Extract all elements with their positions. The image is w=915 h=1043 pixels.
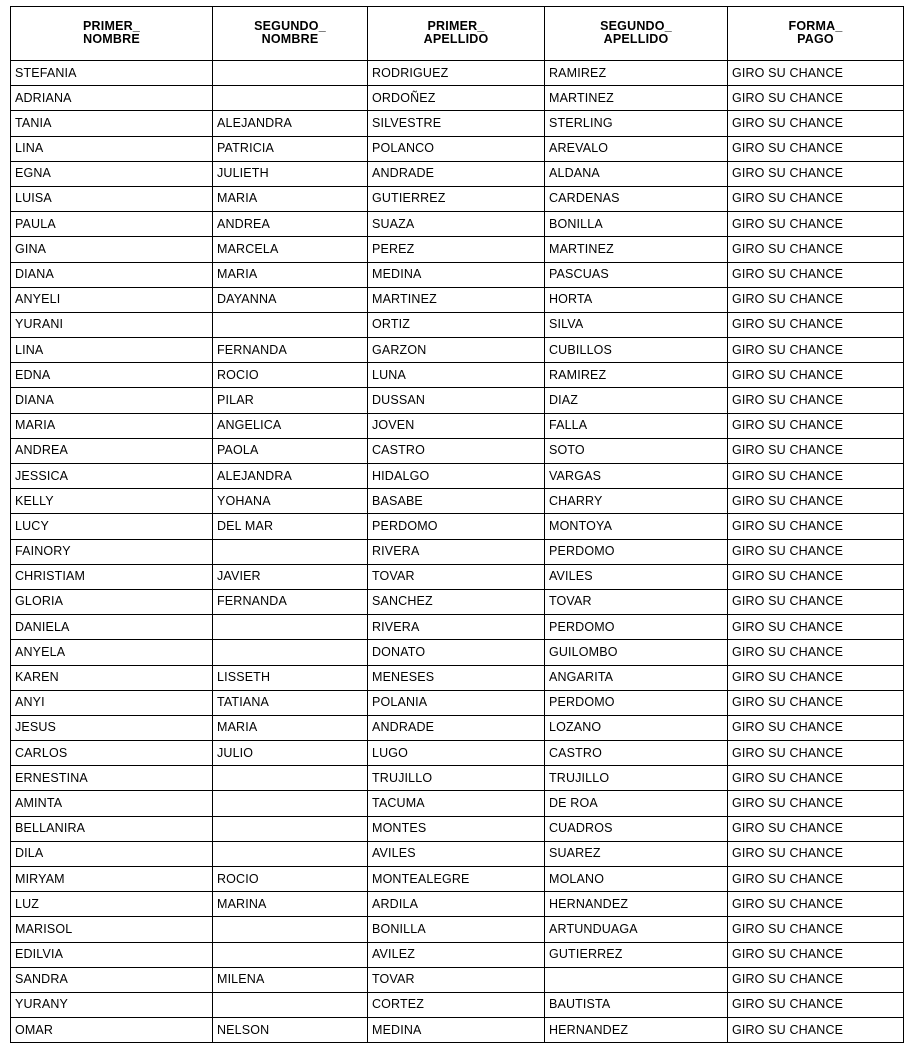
- table-cell: CHARRY: [545, 489, 728, 514]
- table-row: [11, 86, 904, 111]
- table-cell: ADRIANA: [11, 86, 213, 111]
- table-cell: [213, 640, 368, 665]
- table-cell: BONILLA: [368, 917, 545, 942]
- table-row: [11, 287, 904, 312]
- table-cell: LUNA: [368, 363, 545, 388]
- table-header: [11, 7, 904, 61]
- table-row: [11, 917, 904, 942]
- table-cell: ANDRADE: [368, 715, 545, 740]
- table-cell: CARLOS: [11, 741, 213, 766]
- table-cell: TACUMA: [368, 791, 545, 816]
- table-row: [11, 61, 904, 86]
- column-header-line2: PAGO: [797, 32, 834, 46]
- table-cell: LUZ: [11, 892, 213, 917]
- column-header-4: [728, 7, 904, 61]
- table-row: [11, 640, 904, 665]
- table-cell: SILVA: [545, 312, 728, 337]
- table-cell: GIRO SU CHANCE: [728, 287, 904, 312]
- table-row: [11, 715, 904, 740]
- column-header-line1: PRIMER_: [83, 18, 140, 33]
- table-cell: DEL MAR: [213, 514, 368, 539]
- table-cell: LINA: [11, 338, 213, 363]
- table-cell: MARTINEZ: [545, 86, 728, 111]
- table-cell: FERNANDA: [213, 589, 368, 614]
- table-cell: AVILES: [368, 841, 545, 866]
- table-cell: BONILLA: [545, 212, 728, 237]
- table-cell: GIRO SU CHANCE: [728, 539, 904, 564]
- table-cell: JESUS: [11, 715, 213, 740]
- table-cell: MONTES: [368, 816, 545, 841]
- table-row: [11, 589, 904, 614]
- table-cell: ARDILA: [368, 892, 545, 917]
- table-cell: DIANA: [11, 388, 213, 413]
- table-cell: DANIELA: [11, 615, 213, 640]
- table-cell: TRUJILLO: [368, 766, 545, 791]
- table-cell: LISSETH: [213, 665, 368, 690]
- table-cell: BASABE: [368, 489, 545, 514]
- table-cell: MONTEALEGRE: [368, 867, 545, 892]
- table-cell: GIRO SU CHANCE: [728, 438, 904, 463]
- table-cell: LUCY: [11, 514, 213, 539]
- column-header-line1: FORMA_: [788, 18, 843, 33]
- table-cell: FALLA: [545, 413, 728, 438]
- table-row: [11, 413, 904, 438]
- table-cell: TRUJILLO: [545, 766, 728, 791]
- table-cell: PASCUAS: [545, 262, 728, 287]
- table-row: [11, 136, 904, 161]
- table-cell: CUADROS: [545, 816, 728, 841]
- table-cell: [213, 86, 368, 111]
- table-cell: FAINORY: [11, 539, 213, 564]
- table-cell: SANCHEZ: [368, 589, 545, 614]
- table-cell: HERNANDEZ: [545, 1018, 728, 1043]
- table-cell: TOVAR: [368, 564, 545, 589]
- table-cell: ALDANA: [545, 161, 728, 186]
- table-cell: GIRO SU CHANCE: [728, 967, 904, 992]
- table-cell: ALEJANDRA: [213, 464, 368, 489]
- table-row: [11, 867, 904, 892]
- table-cell: DILA: [11, 841, 213, 866]
- column-header-2: [368, 7, 545, 61]
- table-cell: GIRO SU CHANCE: [728, 665, 904, 690]
- table-cell: MARIA: [213, 186, 368, 211]
- table-cell: [213, 791, 368, 816]
- table-cell: LOZANO: [545, 715, 728, 740]
- table-cell: MEDINA: [368, 262, 545, 287]
- table-cell: MARCELA: [213, 237, 368, 262]
- table-row: [11, 363, 904, 388]
- table-cell: ANDREA: [11, 438, 213, 463]
- table-row: [11, 741, 904, 766]
- table-cell: [213, 61, 368, 86]
- table-cell: GIRO SU CHANCE: [728, 413, 904, 438]
- table-cell: GUILOMBO: [545, 640, 728, 665]
- beneficiaries-table: [10, 6, 904, 1043]
- table-row: [11, 892, 904, 917]
- table-cell: CORTEZ: [368, 992, 545, 1017]
- table-cell: MIRYAM: [11, 867, 213, 892]
- table-cell: GIRO SU CHANCE: [728, 161, 904, 186]
- table-cell: GIRO SU CHANCE: [728, 741, 904, 766]
- table-cell: ALEJANDRA: [213, 111, 368, 136]
- table-row: [11, 212, 904, 237]
- table-cell: VARGAS: [545, 464, 728, 489]
- table-row: [11, 816, 904, 841]
- table-cell: MOLANO: [545, 867, 728, 892]
- table-cell: TANIA: [11, 111, 213, 136]
- table-cell: EDILVIA: [11, 942, 213, 967]
- table-cell: YURANI: [11, 312, 213, 337]
- table-cell: MEDINA: [368, 1018, 545, 1043]
- table-row: [11, 942, 904, 967]
- table-cell: ANYELA: [11, 640, 213, 665]
- table-cell: MARTINEZ: [368, 287, 545, 312]
- table-cell: POLANCO: [368, 136, 545, 161]
- table-cell: TOVAR: [368, 967, 545, 992]
- table-cell: MARIA: [11, 413, 213, 438]
- table-cell: [545, 967, 728, 992]
- table-cell: SANDRA: [11, 967, 213, 992]
- table-cell: GIRO SU CHANCE: [728, 464, 904, 489]
- table-cell: JULIETH: [213, 161, 368, 186]
- table-cell: AVILES: [545, 564, 728, 589]
- table-cell: [213, 816, 368, 841]
- table-row: [11, 665, 904, 690]
- table-cell: PATRICIA: [213, 136, 368, 161]
- table-cell: YOHANA: [213, 489, 368, 514]
- table-row: [11, 1018, 904, 1043]
- column-header-3: [545, 7, 728, 61]
- table-cell: JOVEN: [368, 413, 545, 438]
- table-cell: YURANY: [11, 992, 213, 1017]
- table-cell: JULIO: [213, 741, 368, 766]
- table-cell: GIRO SU CHANCE: [728, 1018, 904, 1043]
- table-cell: ANGELICA: [213, 413, 368, 438]
- table-cell: ANGARITA: [545, 665, 728, 690]
- table-cell: [213, 766, 368, 791]
- table-cell: PAOLA: [213, 438, 368, 463]
- table-cell: POLANIA: [368, 690, 545, 715]
- table-cell: PEREZ: [368, 237, 545, 262]
- table-cell: GIRO SU CHANCE: [728, 942, 904, 967]
- table-cell: RAMIREZ: [545, 363, 728, 388]
- table-row: [11, 186, 904, 211]
- table-cell: OMAR: [11, 1018, 213, 1043]
- table-cell: PERDOMO: [545, 539, 728, 564]
- table-cell: GIRO SU CHANCE: [728, 262, 904, 287]
- table-cell: GIRO SU CHANCE: [728, 338, 904, 363]
- table-cell: MENESES: [368, 665, 545, 690]
- table-cell: RIVERA: [368, 615, 545, 640]
- table-cell: SILVESTRE: [368, 111, 545, 136]
- table-cell: EDNA: [11, 363, 213, 388]
- table-cell: LUGO: [368, 741, 545, 766]
- table-cell: TATIANA: [213, 690, 368, 715]
- table-row: [11, 539, 904, 564]
- table-cell: [213, 992, 368, 1017]
- table-cell: HERNANDEZ: [545, 892, 728, 917]
- table-cell: GIRO SU CHANCE: [728, 766, 904, 791]
- table-cell: GINA: [11, 237, 213, 262]
- table-cell: TOVAR: [545, 589, 728, 614]
- column-header-line2: NOMBRE: [83, 32, 140, 46]
- table-cell: GIRO SU CHANCE: [728, 690, 904, 715]
- table-row: [11, 615, 904, 640]
- table-cell: KAREN: [11, 665, 213, 690]
- table-row: [11, 161, 904, 186]
- table-cell: ARTUNDUAGA: [545, 917, 728, 942]
- table-row: [11, 841, 904, 866]
- table-cell: ORTIZ: [368, 312, 545, 337]
- table-cell: MARTINEZ: [545, 237, 728, 262]
- table-cell: GIRO SU CHANCE: [728, 363, 904, 388]
- column-header-line2: APELLIDO: [603, 32, 669, 46]
- table-cell: DIAZ: [545, 388, 728, 413]
- table-cell: ERNESTINA: [11, 766, 213, 791]
- table-cell: AMINTA: [11, 791, 213, 816]
- table-cell: SUAZA: [368, 212, 545, 237]
- table-cell: BELLANIRA: [11, 816, 213, 841]
- table-cell: RIVERA: [368, 539, 545, 564]
- table-cell: DE ROA: [545, 791, 728, 816]
- table-cell: MARINA: [213, 892, 368, 917]
- table-cell: [213, 917, 368, 942]
- table-row: [11, 388, 904, 413]
- table-cell: PERDOMO: [545, 615, 728, 640]
- table-cell: MONTOYA: [545, 514, 728, 539]
- table-cell: CASTRO: [545, 741, 728, 766]
- table-cell: GIRO SU CHANCE: [728, 640, 904, 665]
- table-cell: GLORIA: [11, 589, 213, 614]
- table-row: [11, 262, 904, 287]
- table-cell: CHRISTIAM: [11, 564, 213, 589]
- table-cell: ROCIO: [213, 363, 368, 388]
- table-cell: ROCIO: [213, 867, 368, 892]
- table-cell: GIRO SU CHANCE: [728, 61, 904, 86]
- table-cell: CARDENAS: [545, 186, 728, 211]
- table-cell: ANDRADE: [368, 161, 545, 186]
- column-header-line1: PRIMER_: [427, 18, 485, 33]
- table-row: [11, 111, 904, 136]
- table-row: [11, 489, 904, 514]
- table-cell: DAYANNA: [213, 287, 368, 312]
- table-row: [11, 992, 904, 1017]
- table-cell: AVILEZ: [368, 942, 545, 967]
- table-cell: STERLING: [545, 111, 728, 136]
- table-cell: DONATO: [368, 640, 545, 665]
- table-cell: ORDOÑEZ: [368, 86, 545, 111]
- column-header-line1: SEGUNDO_: [600, 18, 672, 33]
- table-cell: GIRO SU CHANCE: [728, 841, 904, 866]
- table-cell: GIRO SU CHANCE: [728, 992, 904, 1017]
- table-cell: MILENA: [213, 967, 368, 992]
- table-cell: CUBILLOS: [545, 338, 728, 363]
- table-cell: GIRO SU CHANCE: [728, 312, 904, 337]
- table-cell: PAULA: [11, 212, 213, 237]
- table-cell: ANYELI: [11, 287, 213, 312]
- table-cell: JESSICA: [11, 464, 213, 489]
- table-cell: GIRO SU CHANCE: [728, 791, 904, 816]
- column-header-0: [11, 7, 213, 61]
- column-header-1: [213, 7, 368, 61]
- table-cell: GIRO SU CHANCE: [728, 514, 904, 539]
- table-cell: RODRIGUEZ: [368, 61, 545, 86]
- table-cell: [213, 942, 368, 967]
- table-cell: [213, 841, 368, 866]
- table-cell: MARIA: [213, 262, 368, 287]
- table-cell: GUTIERREZ: [368, 186, 545, 211]
- table-cell: NELSON: [213, 1018, 368, 1043]
- table-cell: MARISOL: [11, 917, 213, 942]
- table-row: [11, 464, 904, 489]
- table-cell: ANDREA: [213, 212, 368, 237]
- table-cell: GARZON: [368, 338, 545, 363]
- table-row: [11, 564, 904, 589]
- table-cell: [213, 539, 368, 564]
- table-cell: GIRO SU CHANCE: [728, 237, 904, 262]
- table-cell: STEFANIA: [11, 61, 213, 86]
- table-cell: [213, 312, 368, 337]
- table-cell: GIRO SU CHANCE: [728, 816, 904, 841]
- column-header-line2: NOMBRE: [261, 32, 319, 46]
- table-cell: AREVALO: [545, 136, 728, 161]
- table-cell: LINA: [11, 136, 213, 161]
- table-cell: HIDALGO: [368, 464, 545, 489]
- table-cell: GIRO SU CHANCE: [728, 136, 904, 161]
- column-header-line2: APELLIDO: [423, 32, 489, 46]
- table-cell: HORTA: [545, 287, 728, 312]
- table-cell: RAMIREZ: [545, 61, 728, 86]
- table-row: [11, 237, 904, 262]
- table-cell: MARIA: [213, 715, 368, 740]
- table-cell: GIRO SU CHANCE: [728, 892, 904, 917]
- table-cell: GIRO SU CHANCE: [728, 186, 904, 211]
- table-header-row: [11, 7, 904, 61]
- table-cell: BAUTISTA: [545, 992, 728, 1017]
- table-cell: KELLY: [11, 489, 213, 514]
- table-cell: GIRO SU CHANCE: [728, 867, 904, 892]
- table-cell: FERNANDA: [213, 338, 368, 363]
- table-cell: DIANA: [11, 262, 213, 287]
- table-cell: PILAR: [213, 388, 368, 413]
- table-row: [11, 338, 904, 363]
- table-row: [11, 967, 904, 992]
- table-cell: DUSSAN: [368, 388, 545, 413]
- table-row: [11, 514, 904, 539]
- table-row: [11, 690, 904, 715]
- table-body: [11, 61, 904, 1043]
- table-row: [11, 312, 904, 337]
- table-cell: GIRO SU CHANCE: [728, 388, 904, 413]
- table-cell: GIRO SU CHANCE: [728, 564, 904, 589]
- column-header-line1: SEGUNDO_: [254, 18, 326, 33]
- table-cell: GIRO SU CHANCE: [728, 111, 904, 136]
- table-cell: GIRO SU CHANCE: [728, 212, 904, 237]
- table-cell: CASTRO: [368, 438, 545, 463]
- table-cell: GIRO SU CHANCE: [728, 86, 904, 111]
- table-row: [11, 766, 904, 791]
- table-row: [11, 791, 904, 816]
- table-cell: GUTIERREZ: [545, 942, 728, 967]
- table-row: [11, 438, 904, 463]
- table-cell: GIRO SU CHANCE: [728, 589, 904, 614]
- table-cell: LUISA: [11, 186, 213, 211]
- table-cell: GIRO SU CHANCE: [728, 715, 904, 740]
- table-cell: PERDOMO: [545, 690, 728, 715]
- table-cell: PERDOMO: [368, 514, 545, 539]
- table-cell: SUAREZ: [545, 841, 728, 866]
- table-cell: GIRO SU CHANCE: [728, 489, 904, 514]
- table-cell: EGNA: [11, 161, 213, 186]
- table-cell: JAVIER: [213, 564, 368, 589]
- table-cell: GIRO SU CHANCE: [728, 615, 904, 640]
- table-cell: GIRO SU CHANCE: [728, 917, 904, 942]
- table-cell: [213, 615, 368, 640]
- table-cell: SOTO: [545, 438, 728, 463]
- table-cell: ANYI: [11, 690, 213, 715]
